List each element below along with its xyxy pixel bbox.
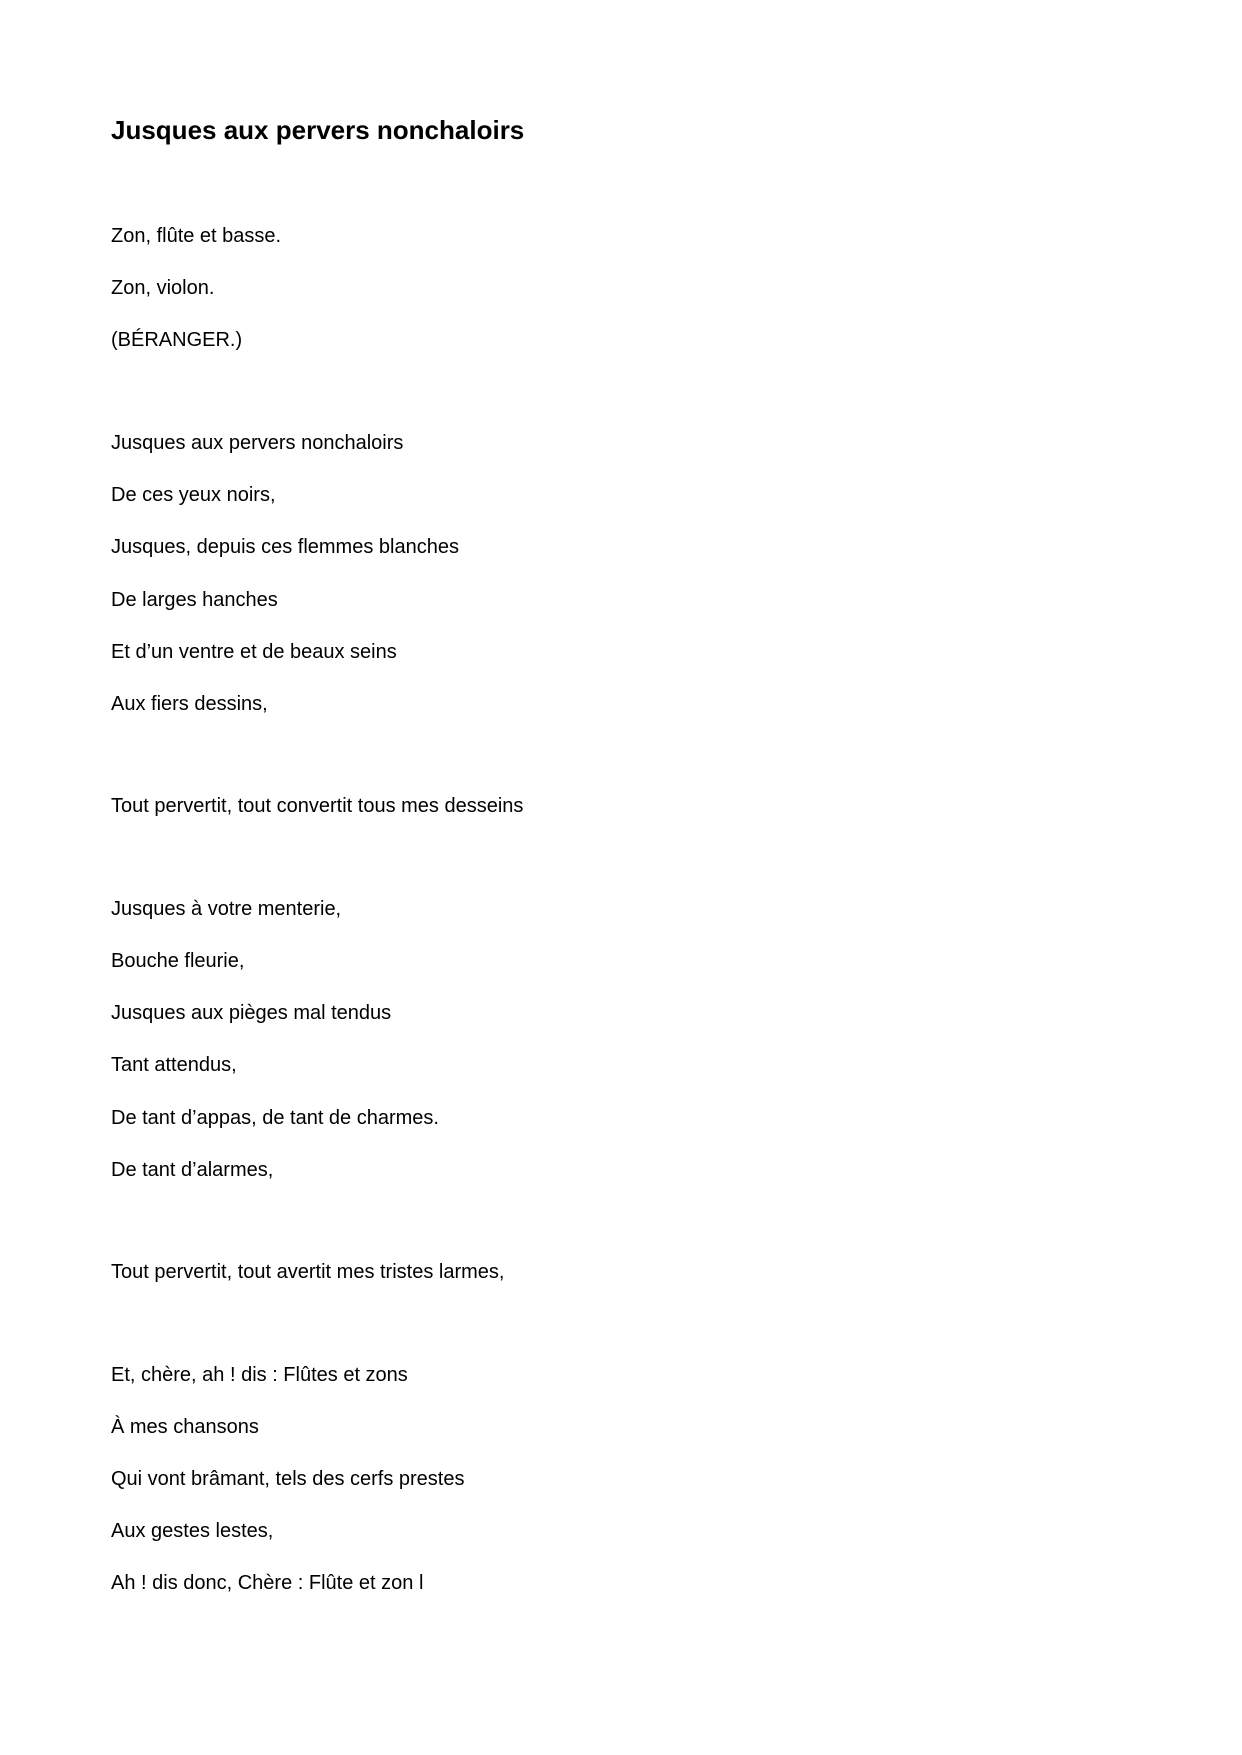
verse-line: Et d’un ventre et de beaux seins [111,641,397,663]
verse-line: Jusques, depuis ces flemmes blanches [111,536,459,558]
verse-line: Aux gestes lestes, [111,1520,274,1542]
verse-line: Jusques à votre menterie, [111,898,342,920]
refrain-line: Tout pervertit, tout avertit mes tristes larmes, [111,1261,505,1283]
epigraph-line: Zon, flûte et basse. [111,225,282,247]
verse-line: Qui vont brâmant, tels des cerfs prestes [111,1468,465,1490]
verse-line: Jusques aux pièges mal tendus [111,1002,392,1024]
verse-line: Jusques aux pervers nonchaloirs [111,432,404,454]
verse-line: Tant attendus, [111,1054,237,1076]
poem-title: Jusques aux pervers nonchaloirs [111,115,525,145]
verse-line: À mes chansons [111,1416,259,1438]
verse-line: Et, chère, ah ! dis : Flûtes et zons [111,1364,408,1386]
verse-line: Bouche fleurie, [111,950,245,972]
verse-line: Aux fiers dessins, [111,693,268,715]
epigraph-attribution: (BÉRANGER.) [111,329,243,351]
verse-line: Ah ! dis donc, Chère : Flûte et zon l [111,1572,424,1594]
refrain-line: Tout pervertit, tout convertit tous mes desseins [111,795,524,817]
verse-line: De larges hanches [111,589,278,611]
verse-line: De ces yeux noirs, [111,484,276,506]
epigraph-line: Zon, violon. [111,277,215,299]
verse-line: De tant d’alarmes, [111,1159,274,1181]
verse-line: De tant d’appas, de tant de charmes. [111,1107,439,1129]
